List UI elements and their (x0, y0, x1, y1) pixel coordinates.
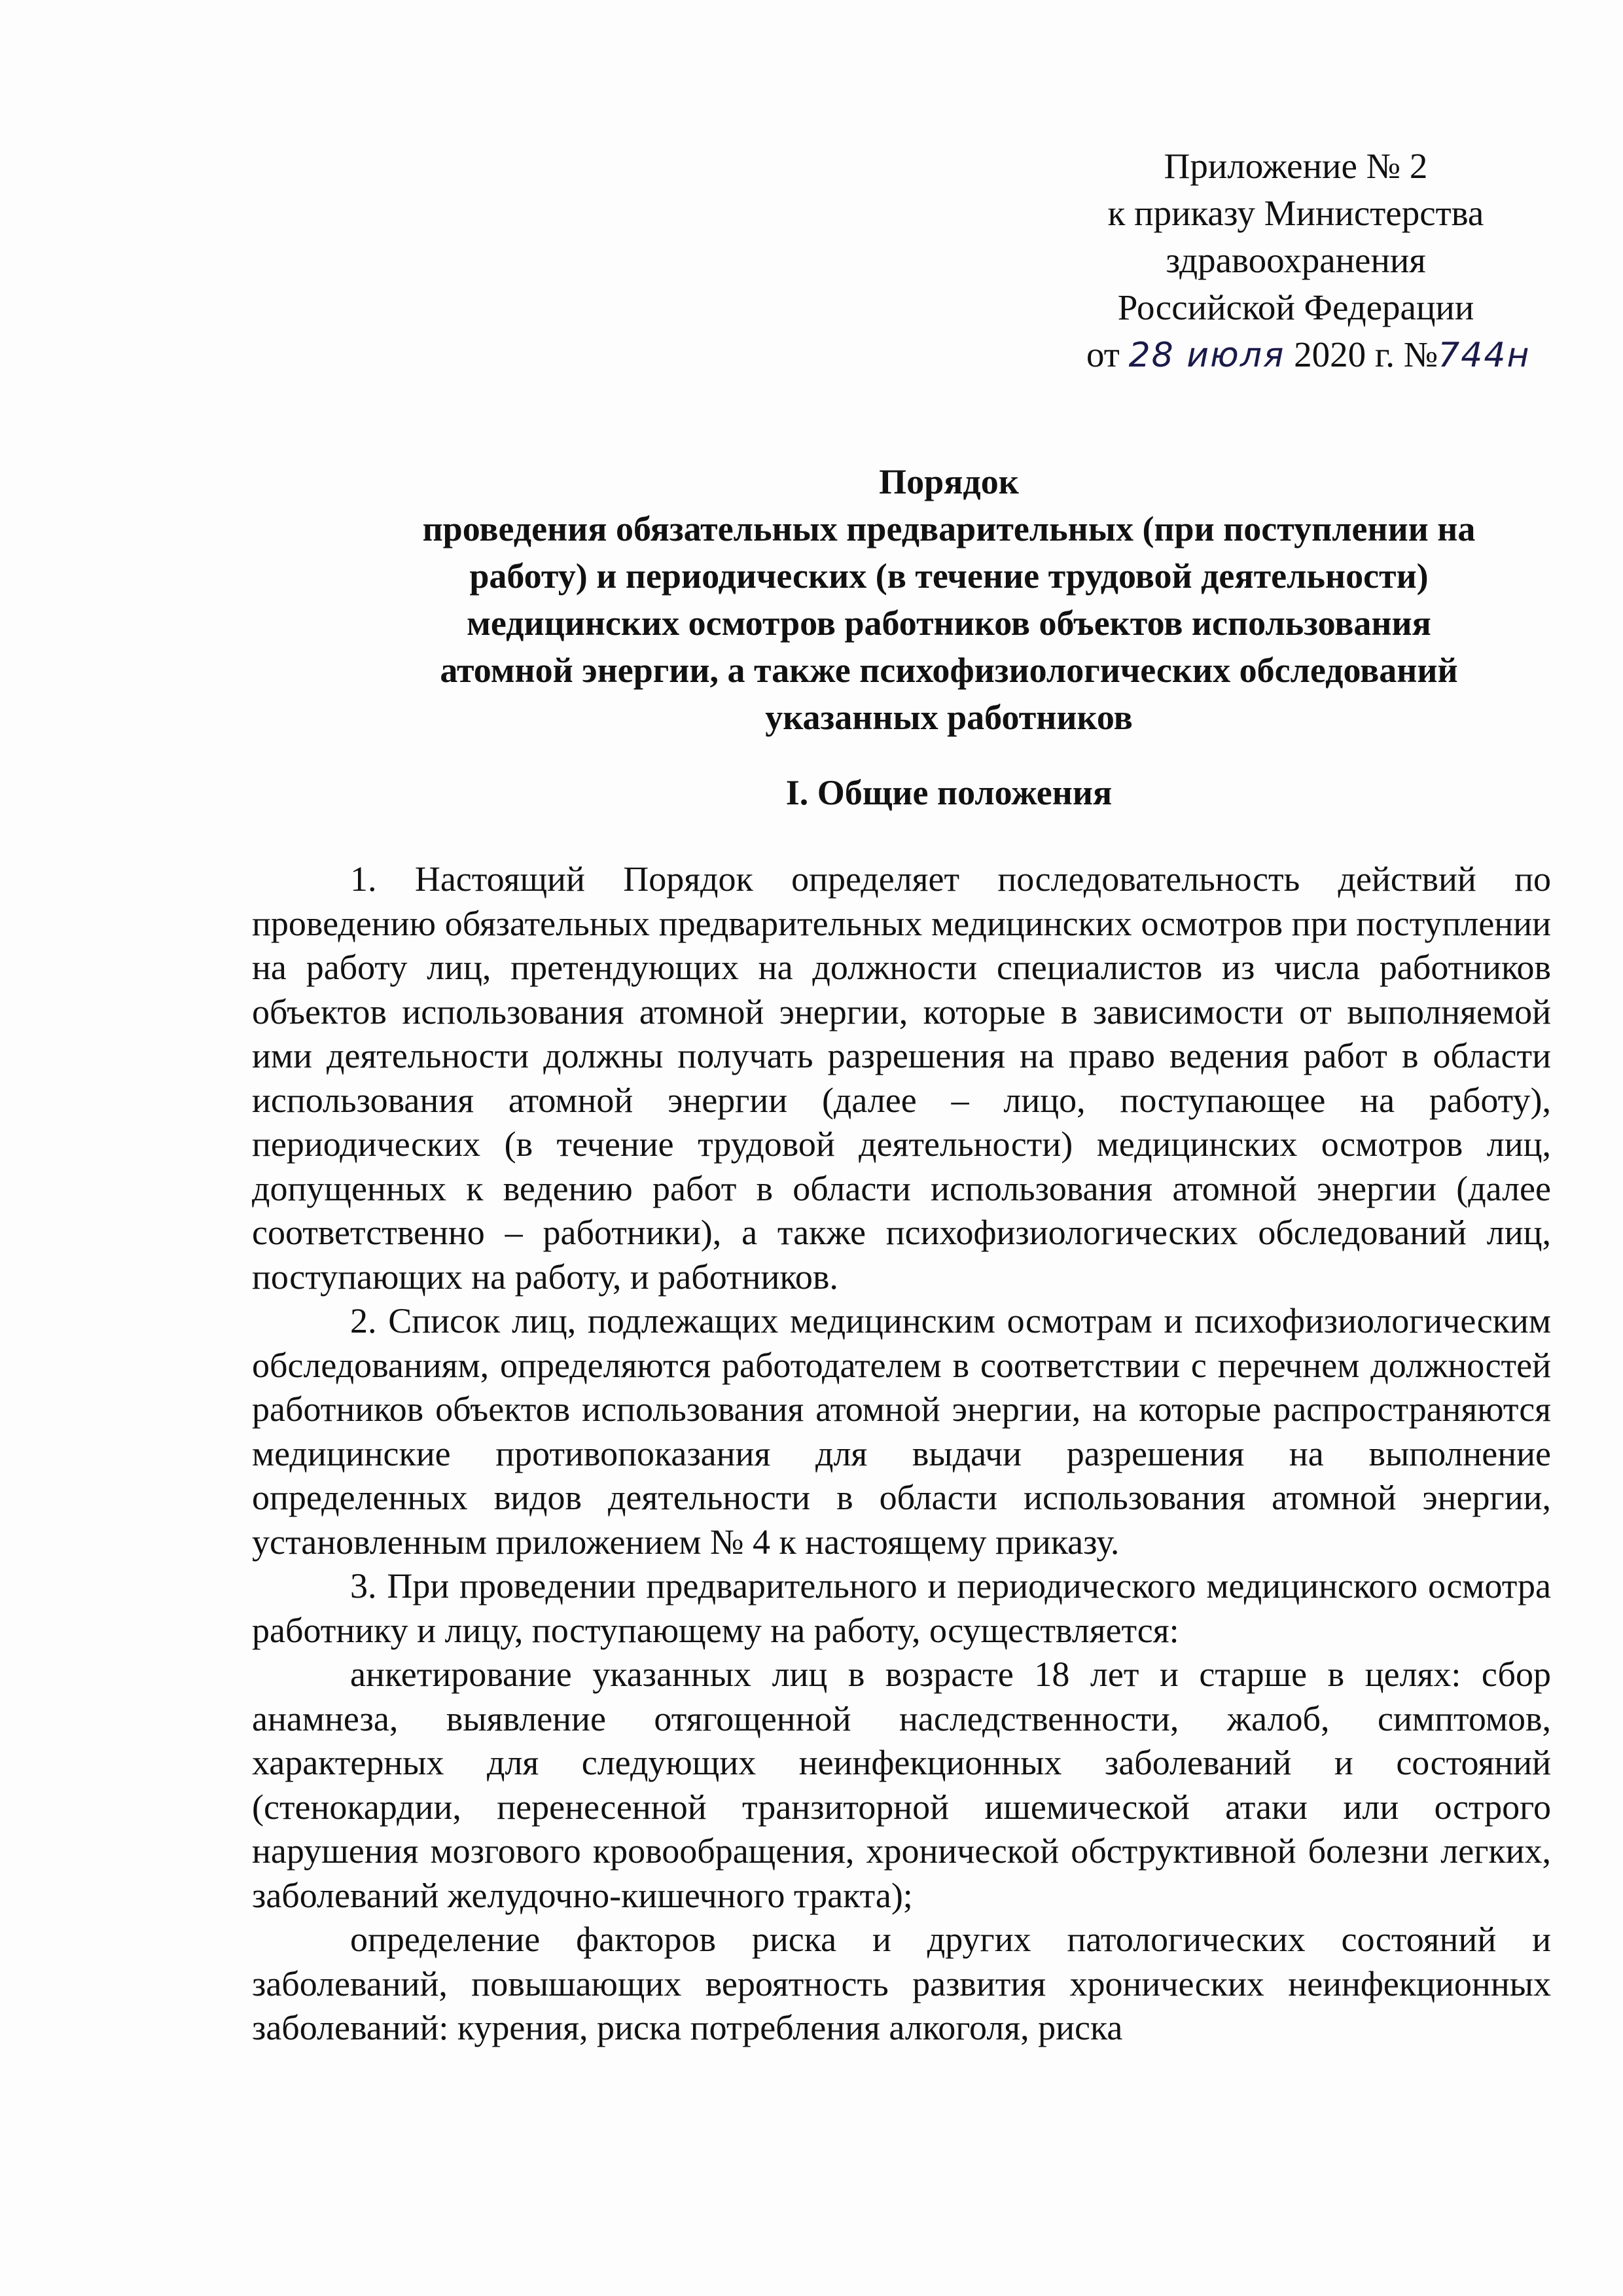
handwritten-number: 744н (1438, 336, 1531, 375)
date-prefix: от (1086, 334, 1120, 374)
title-line-6: указанных работников (765, 698, 1133, 737)
appendix-date-line (1047, 331, 1544, 379)
paragraph-5: определение факторов риска и других патологических состояний и заболеваний, повышающих вероятность развития хронических неинфекционных заболеваний: курения, риска потребления алкоголя, риска (252, 1920, 1551, 2047)
handwritten-date: 28 июля (1128, 336, 1285, 375)
appendix-line-2: к приказу Министерства (1107, 193, 1484, 233)
title-line-3: работу) и периодических (в течение трудовой деятельности) (469, 556, 1429, 596)
title-line-5: атомной энергии, а также психофизиологических обследований (440, 651, 1458, 690)
appendix-header (1047, 143, 1544, 379)
appendix-line-3: здравоохранения (1166, 240, 1426, 280)
section-heading: I. Общие положения (785, 773, 1113, 812)
appendix-line-4: Российской Федерации (1117, 287, 1474, 327)
title-line-2: проведения обязательных предварительных (при поступлении на (422, 509, 1476, 548)
body-text (252, 857, 1551, 2051)
paragraph-2: 2. Список лиц, подлежащих медицинским осмотрам и психофизиологическим обследованиям, определяются работодателем в соответствии с перечнем должностей работников объектов использования атомной энергии, на которые распространяются медицинские противопоказания для выдачи разрешения на выполнение определенных видов деятельности в области использования атомной энергии, установленным приложением № 4 к настоящему приказу. (252, 1301, 1551, 1562)
paragraph-1: 1. Настоящий Порядок определяет последовательность действий по проведению обязательных предварительных медицинских осмотров при поступлении на работу лиц, претендующих на должности специалистов из числа работников объектов использования атомной энергии, которые в зависимости от выполняемой ими деятельности должны получать разрешения на право ведения работ в области использования атомной энергии (далее – лицо, поступающее на работу), периодических (в течение трудовой деятельности) медицинских осмотров лиц, допущенных к ведению работ в области использования атомной энергии (далее соответственно – работники), а также психофизиологических обследований лиц, поступающих на работу, и работников. (252, 859, 1551, 1297)
title-line-4: медицинских осмотров работников объектов использования (467, 603, 1431, 643)
appendix-line-1: Приложение № 2 (1164, 146, 1428, 186)
paragraph-4: анкетирование указанных лиц в возрасте 18 лет и старше в целях: сбор анамнеза, выявление отягощенной наследственности, жалоб, симптомов, характерных для следующих неинфекционных заболеваний и состояний (стенокардии, перенесенной транзиторной ишемической атаки или острого нарушения мозгового кровообращения, хронической обструктивной болезни легких, заболеваний желудочно-кишечного тракта); (252, 1655, 1551, 1915)
title-line-1: Порядок (879, 462, 1019, 501)
document-title (327, 458, 1571, 741)
date-year: 2020 г. № (1294, 334, 1438, 374)
paragraph-3: 3. При проведении предварительного и периодического медицинского осмотра работнику и лицу, поступающему на работу, осуществляется: (252, 1566, 1551, 1650)
